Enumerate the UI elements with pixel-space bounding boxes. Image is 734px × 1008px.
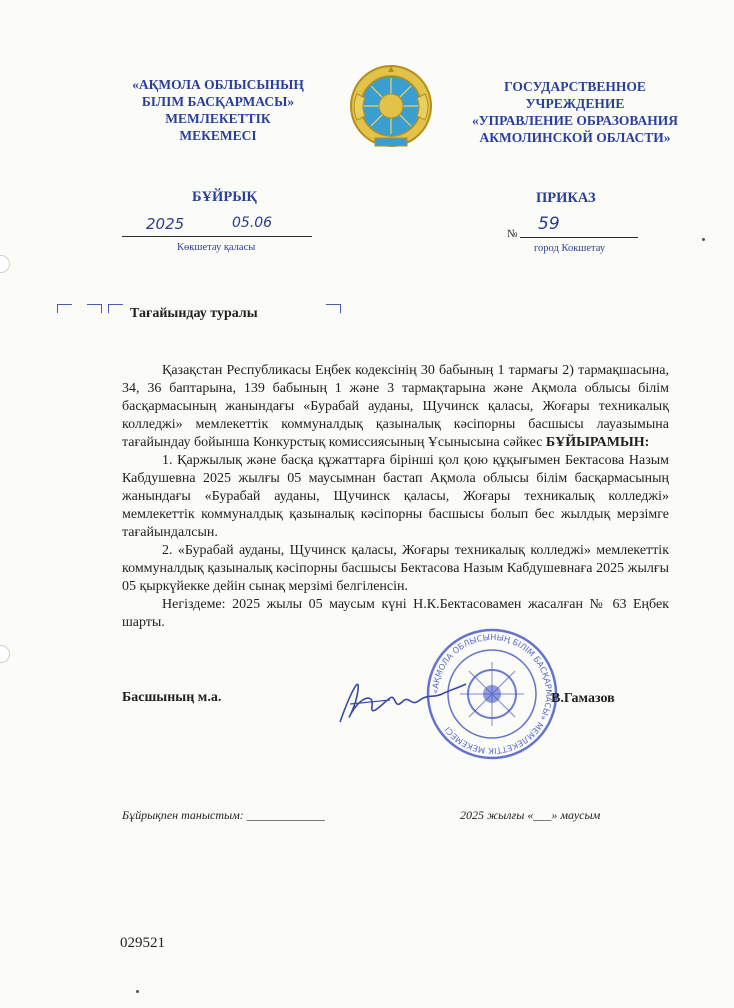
- header-ru-line: ГОСУДАРСТВЕННОЕ: [504, 79, 646, 94]
- header-kz-line: МЕМЛЕКЕТТІК: [165, 111, 271, 126]
- item-1: 1. Қаржылық және басқа құжаттарға бірінші қол қою құқығымен Бектасова Назым Кабдушевна 2025 жылғы 05 маусымнан бастап Ақмола облысы білім басқармасының жанындағы «Бурабай ауданы, Щучинск қаласы, Жоғары техникалық колледжі» мемлекеттік коммуналдық қазыналық кәсіпорны басшысы болып бес жылдық мерзімге тағайындалсын.: [122, 453, 669, 540]
- city-kz: Көкшетау қаласы: [177, 242, 256, 253]
- state-emblem-icon: [349, 64, 433, 150]
- order-date-day-month: 05.06: [232, 215, 273, 231]
- header-kz-line: БІЛІМ БАСҚАРМАСЫ»: [141, 94, 295, 109]
- city-ru: город Кокшетау: [534, 243, 606, 254]
- acknowledgement-left: Бұйрықпен таныстым: _____________: [122, 808, 325, 822]
- punch-hole: [0, 645, 10, 663]
- corner-mark: [108, 304, 123, 313]
- item-2: 2. «Бурабай ауданы, Щучинск қаласы, Жоғары техникалық колледжі» мемлекеттік коммуналдық қазыналық кәсіпорны басшысы Бектасова Назым Кабдушевнаға 2025 жылғы 05 қыркүйекке дейін сынақ мерзімі белгіленсін.: [122, 543, 669, 594]
- signatory-title: Басшының м.а.: [122, 690, 222, 705]
- corner-mark: [326, 304, 341, 313]
- header-kz-line: «АҚМОЛА ОБЛЫСЫНЫҢ: [132, 77, 304, 92]
- signatory-name: В.Гамазов: [551, 691, 615, 706]
- header-kz: [118, 76, 318, 144]
- handwritten-signature-icon: [330, 664, 470, 734]
- serial-number: 029521: [120, 935, 165, 951]
- order-word: БҰЙЫРАМЫН:: [545, 435, 650, 450]
- header-ru-line: АКМОЛИНСКОЙ ОБЛАСТИ»: [479, 130, 671, 145]
- corner-mark: [87, 304, 102, 313]
- header-ru-line: «УПРАВЛЕНИЕ ОБРАЗОВАНИЯ: [471, 113, 678, 128]
- header-kz-line: МЕКЕМЕСІ: [179, 128, 257, 143]
- stamp-text: «АҚМОЛА ОБЛЫСЫНЫҢ БІЛІМ БАСҚАРМАСЫ» МЕМЛЕКЕТТІК МЕКЕМЕСІ: [429, 631, 555, 757]
- order-date-year: 2025: [146, 215, 185, 233]
- intro-paragraph: [122, 362, 669, 452]
- date-underline: [122, 236, 312, 237]
- corner-mark: [57, 304, 72, 313]
- acknowledgement-right: 2025 жылғы «___» маусым: [460, 808, 601, 822]
- speck: [702, 238, 705, 241]
- punch-hole: [0, 255, 10, 273]
- speck: [136, 990, 139, 993]
- order-title-kz: БҰЙРЫҚ: [192, 189, 257, 205]
- header-ru: [462, 78, 688, 146]
- order-number: 59: [538, 214, 560, 234]
- number-underline: [520, 237, 638, 238]
- header-ru-line: УЧРЕЖДЕНИЕ: [525, 96, 625, 111]
- order-title-ru: ПРИКАЗ: [536, 190, 596, 206]
- basis-paragraph: Негіздеме: 2025 жылы 05 маусым күні Н.К.Бектасовамен жасалған № 63 Еңбек шарты.: [122, 597, 669, 630]
- intro-text: Қазақстан Республикасы Еңбек кодексінің 30 бабының 1 тармағы 2) тармақшасына, 34, 36 баптарына, 139 бабының 1 және 3 тармақтарына және Ақмола облысы білім басқармасының жанындағы «Бурабай ауданы, Щучинск қаласы, Жоғары техникалық колледжі» мемлекеттік коммуналдық қазыналық кәсіпорны басшысы лауазымына тағайындау бойынша Конкурстық комиссиясының Ұсынысына сәйкес: [122, 363, 669, 450]
- order-body: [122, 362, 669, 632]
- order-subject: Тағайындау туралы: [130, 306, 258, 321]
- order-number-prefix: №: [507, 228, 518, 240]
